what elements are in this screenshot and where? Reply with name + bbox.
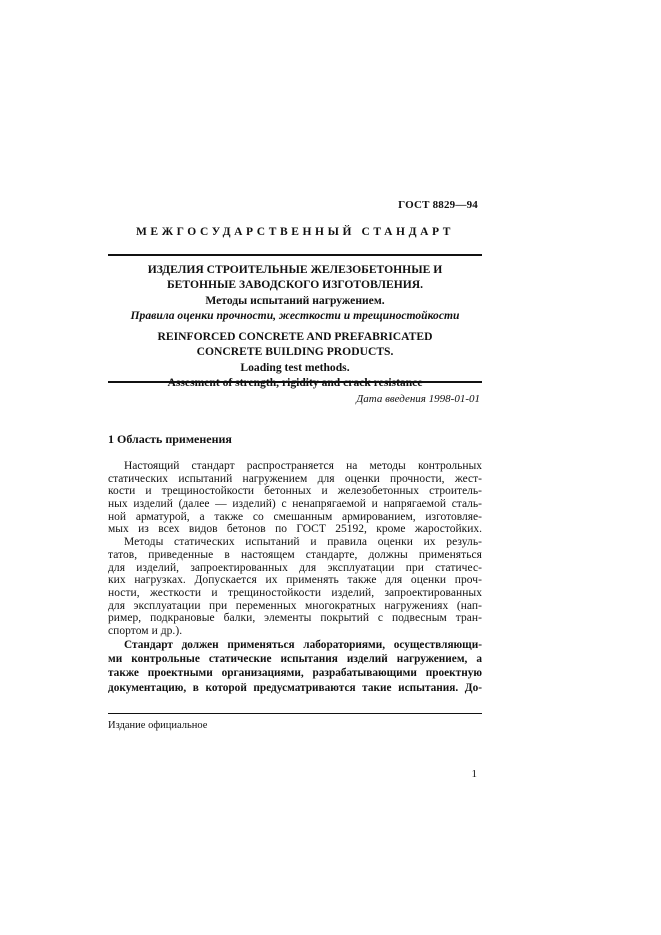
title-en-line: CONCRETE BUILDING PRODUCTS. [196,345,394,359]
title-en-line: Loading test methods. [240,360,350,374]
paragraph [108,536,482,638]
title-ru-line: Правила оценки прочности, жесткости и трещиностойкости [130,308,460,322]
interstate-standard-label: МЕЖГОСУДАРСТВЕННЫЙ СТАНДАРТ [135,226,455,238]
title-bottom-rule [108,381,482,383]
title-top-rule [108,254,482,256]
body-line: для изделий, запроектированных для эксплуатации при статичес- [108,561,482,574]
body-line: спортом и др.). [108,624,183,637]
body-line: татов, приведенные в настоящем стандарте, должны применяться [108,548,482,561]
title-block [108,262,482,390]
body-line: Методы статических испытаний и правила оценки их резуль- [124,536,482,549]
body-line: кости и трещиностойкости бетонных и железобетонных строитель- [108,485,482,498]
body-line: ности, жесткости и трещиностойкости изделий, запроектированных [108,586,482,599]
section-heading: 1 Область применения [108,432,232,446]
title-en-line: REINFORCED CONCRETE AND PREFABRICATED [157,330,433,344]
standard-code: ГОСТ 8829—94 [398,199,478,211]
title-ru-line: БЕТОННЫЕ ЗАВОДСКОГО ИЗГОТОВЛЕНИЯ. [166,278,423,292]
body-line: ной арматурой, а также со смешанным армированием, изготовляе- [108,510,482,523]
introduction-date: Дата введения 1998-01-01 [356,393,480,405]
body-line: ример, подкрановые балки, элементы покрытий с подвесным тран- [108,612,482,625]
body-line: Стандарт должен применяться лабораториями, осуществляющи- [124,638,482,651]
paragraph [108,460,482,536]
section-body [108,460,482,695]
body-line: также проектными организациями, разрабатывающими проектную [108,667,482,680]
body-line: статических испытаний нагружением для оценки прочности, жест- [108,472,482,485]
body-line: Настоящий стандарт распространяется на методы контрольных [124,460,482,472]
body-line: мых из всех видов бетонов по ГОСТ 25192, кроме жаростойких. [108,523,482,536]
title-ru-line: ИЗДЕЛИЯ СТРОИТЕЛЬНЫЕ ЖЕЛЕЗОБЕТОННЫЕ И [147,263,443,276]
edition-note: Издание официальное [108,720,208,731]
body-line: ми контрольные статические испытания изделий нагружением, а [108,652,482,665]
footnote-rule [108,713,482,714]
title-ru-line: Методы испытаний нагружением. [205,293,385,307]
body-line: документацию, в которой предусматриваются такие испытания. До- [108,681,482,694]
body-line: ных изделий (далее — изделий) с ненапрягаемой и напрягаемой сталь- [108,498,482,511]
body-line: для эксплуатации при переменных многократных нагружениях (нап- [108,599,482,612]
paragraph [108,638,482,695]
body-line: ких нагрузках. Допускается их применять также для оценки проч- [108,574,482,587]
page-number: 1 [471,768,477,780]
